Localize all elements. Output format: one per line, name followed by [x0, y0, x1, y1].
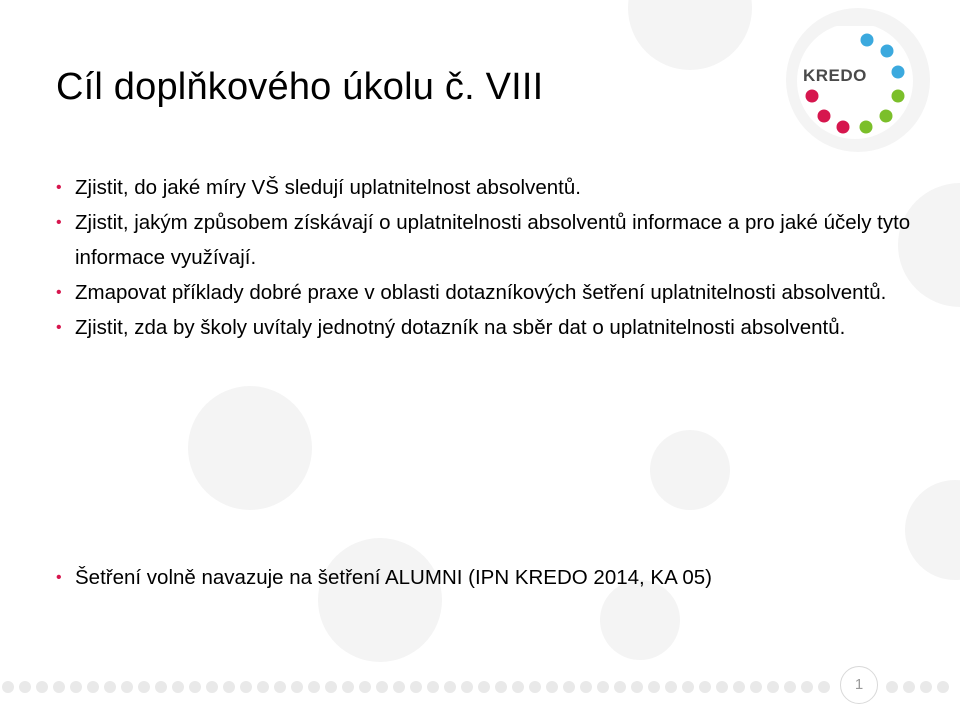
bullet-text: Šetření volně navazuje na šetření ALUMNI (IPN KREDO 2014, KA 05) [75, 566, 712, 589]
kredo-logo [790, 26, 920, 146]
logo-text: KREDO [803, 66, 867, 85]
bullet-text: Zjistit, jakým způsobem získávají o uplatnitelnosti absolventů informace a pro jaké účely tyto informace využívají. [75, 211, 911, 269]
bullet-item [56, 275, 916, 310]
bullet-icon: • [56, 214, 62, 231]
bullet-text: Zjistit, do jaké míry VŠ sledují uplatnitelnost absolventů. [75, 176, 581, 199]
footer-dotted-line [0, 679, 960, 695]
bullet-item [56, 310, 916, 345]
bullet-list [56, 170, 916, 345]
bullet-icon: • [56, 284, 62, 301]
bullet-item [56, 170, 916, 205]
bullet-icon: • [56, 179, 62, 196]
bullet-text: Zjistit, zda by školy uvítaly jednotný dotazník na sběr dat o uplatnitelnosti absolventů. [75, 316, 846, 339]
bullet-text: Zmapovat příklady dobré praxe v oblasti dotazníkových šetření uplatnitelnosti absolventů. [75, 281, 887, 304]
bullet-item [56, 205, 916, 275]
page-number-badge: 1 [840, 666, 878, 704]
page-title: Cíl doplňkového úkolu č. VIII [56, 66, 544, 108]
bullet-icon: • [56, 569, 62, 586]
final-bullet-item [56, 560, 712, 595]
bullet-icon: • [56, 319, 62, 336]
